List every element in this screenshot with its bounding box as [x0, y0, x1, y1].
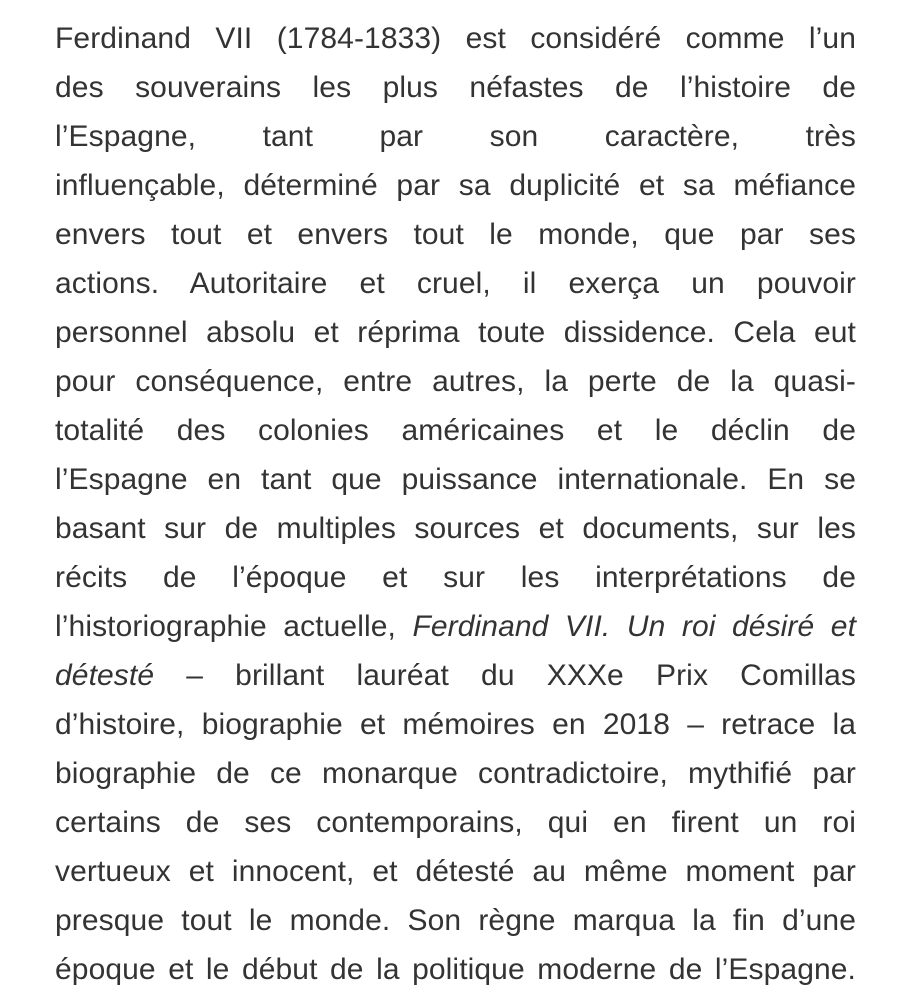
- line-13-prefix: l’historiographie actuelle,: [55, 610, 396, 643]
- text-line-20: époque et le début de la politique moderne de l’Espagne.: [55, 953, 856, 986]
- text-line-10: l’Espagne en tant que puissance internationale. En se: [55, 463, 856, 496]
- text-line-15: d’histoire, biographie et mémoires en 2018 – retrace la: [55, 708, 856, 741]
- book-title-part-2: détesté: [55, 659, 155, 692]
- body-paragraph: [55, 14, 856, 994]
- text-line-18: vertueux et innocent, et détesté au même moment par: [55, 855, 856, 888]
- text-line-11: basant sur de multiples sources et documents, sur les: [55, 512, 856, 545]
- text-line-3: l’Espagne, tant par son caractère, très: [55, 120, 856, 153]
- text-line-9: totalité des colonies américaines et le déclin de: [55, 414, 856, 447]
- text-line-2: des souverains les plus néfastes de l’histoire de: [55, 71, 856, 104]
- text-line-13: [55, 602, 856, 651]
- text-line-7: personnel absolu et réprima toute dissidence. Cela eut: [55, 316, 856, 349]
- text-line-12: récits de l’époque et sur les interprétations de: [55, 561, 856, 594]
- text-line-14: [55, 651, 856, 700]
- text-line-16: biographie de ce monarque contradictoire, mythifié par: [55, 757, 856, 790]
- text-line-19: presque tout le monde. Son règne marqua la fin d’une: [55, 904, 856, 937]
- book-title-part-1: Ferdinand VII. Un roi désiré et: [412, 610, 857, 643]
- text-line-1: Ferdinand VII (1784-1833) est considéré comme l’un: [55, 22, 856, 55]
- text-line-8: pour conséquence, entre autres, la perte de la quasi-: [55, 365, 856, 398]
- line-14-suffix: – brillant lauréat du XXXe Prix Comillas: [186, 659, 856, 692]
- text-line-5: envers tout et envers tout le monde, que par ses: [55, 218, 856, 251]
- text-line-17: certains de ses contemporains, qui en firent un roi: [55, 806, 856, 839]
- text-line-4: influençable, déterminé par sa duplicité et sa méfiance: [55, 169, 856, 202]
- text-line-6: actions. Autoritaire et cruel, il exerça un pouvoir: [55, 267, 856, 300]
